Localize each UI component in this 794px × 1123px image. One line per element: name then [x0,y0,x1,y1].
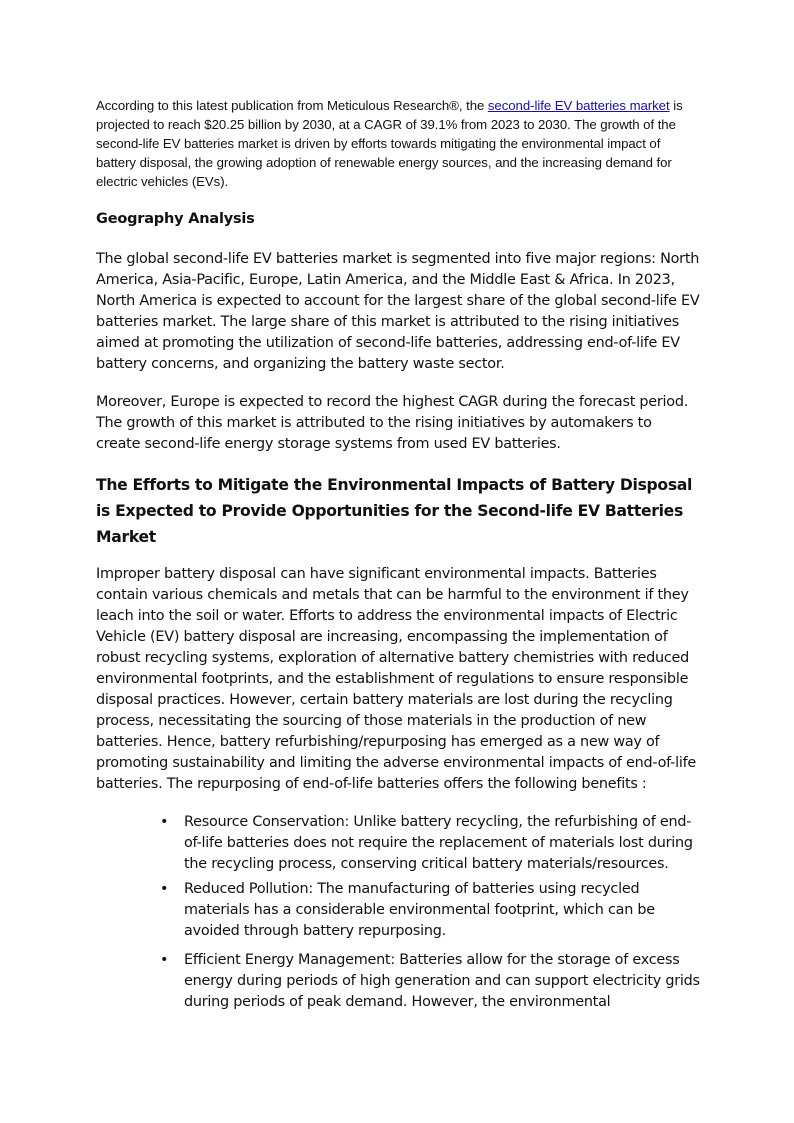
efforts-paragraph: Improper battery disposal can have significant environmental impacts. Batteries contain various chemicals and metals that can be harmful to the environment if they leach into the soil or water. Efforts to address the environmental impacts of Electric Vehicle (EV) battery disposal are increasing, encompassing the implementation of robust recycling systems, exploration of alternative battery chemistries with reduced environmental footprints, and the establishment of regulations to ensure responsible disposal practices. However, certain battery materials are lost during the recycling process, necessitating the sourcing of those materials in the production of new batteries. Hence, battery refurbishing/repurposing has emerged as a new way of promoting sustainability and limiting the adverse environmental impacts of end-of-life batteries. The repurposing of end-of-life batteries offers the following benefits : [96,566,697,792]
intro-paragraph [96,96,700,191]
efforts-heading: The Efforts to Mitigate the Environmental Impacts of Battery Disposal is Expected to Provide Opportunities for the Second-life EV Batteries Market [96,476,693,546]
benefit-reduced-pollution: Reduced Pollution: The manufacturing of batteries using recycled materials has a considerable environmental footprint, which can be avoided through battery repurposing. [184,881,655,939]
list-item [160,950,700,1013]
geography-heading: Geography Analysis [96,211,255,227]
bullet-icon: • [160,881,169,897]
benefit-energy-management: Efficient Energy Management: Batteries allow for the storage of excess energy during periods of high generation and can support electricity grids during periods of peak demand. However, the environmental [184,952,700,1010]
bullet-icon: • [160,814,169,830]
geography-paragraph-1: The global second-life EV batteries market is segmented into five major regions: North America, Asia-Pacific, Europe, Latin America, and the Middle East & Africa. In 2023, North America is expected to account for the largest share of the global second-life EV batteries market. The large share of this market is attributed to the rising initiatives aimed at promoting the utilization of second-life batteries, addressing end-of-life EV battery concerns, and organizing the battery waste sector. [96,251,700,372]
intro-text-after-link: is projected to reach $20.25 billion by 2030, at a CAGR of 39.1% from 2023 to 2030. The growth of the second-life EV batteries market is driven by efforts towards mitigating the environmental impact of battery disposal, the growing adoption of renewable energy sources, and the increasing demand for electric vehicles (EVs). [96,98,683,189]
document-page [96,96,700,1017]
intro-text-before-link: According to this latest publication from Meticulous Research®, the [96,98,488,113]
list-item [160,812,700,875]
benefits-list [96,812,700,1013]
benefit-resource-conservation: Resource Conservation: Unlike battery recycling, the refurbishing of end-of-life batteries does not require the replacement of materials lost during the recycling process, conserving critical battery materials/resources. [184,814,693,872]
list-item [160,879,700,942]
geography-paragraph-2: Moreover, Europe is expected to record the highest CAGR during the forecast period. The growth of this market is attributed to the rising initiatives by automakers to create second-life energy storage systems from used EV batteries. [96,394,689,452]
bullet-icon: • [160,952,169,968]
market-report-link[interactable]: second-life EV batteries market [487,98,670,113]
